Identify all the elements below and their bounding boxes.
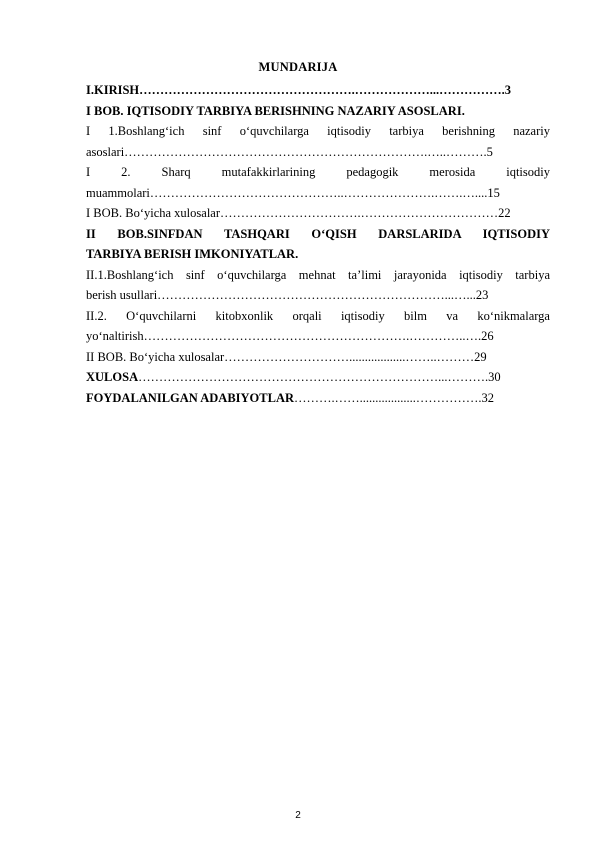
toc-xulosa-dots: ………………………………………………………………...……….30: [138, 370, 501, 384]
toc-xulosa-label: XULOSA: [86, 370, 139, 384]
toc-adabiyot-dots: ……….……..................…………….32: [294, 390, 495, 405]
toc-adabiyot-label: FOYDALANILGAN ADABIYOTLAR: [86, 390, 295, 405]
toc-section-1-2-line1: I 2. Sharq mutafakkirlarining pedagogik merosida iqtisodiy: [86, 165, 550, 179]
toc-title: MUNDARIJA: [258, 60, 338, 74]
toc-section-2-2-line1: II.2. O‘quvchilarni kitobxonlik orqali iqtisodiy bilm va ko‘nikmalarga: [86, 308, 550, 323]
toc-section-1-1-line2: asoslari……………………………………………………………….…..……….5: [86, 144, 493, 159]
toc-chapter-1-title: I BOB. IQTISODIY TARBIYA BERISHNING NAZARIY ASOSLARI.: [86, 103, 465, 118]
toc-entry-adabiyotlar: [86, 388, 550, 409]
toc-chapter-2-title-line2: TARBIYA BERISH IMKONIYATLAR.: [86, 247, 299, 261]
toc-section-1-2-line2: muammolari………………………………………..………………….…….…....15: [86, 185, 500, 200]
toc-chapter-2-title-line1: II BOB.SINFDAN TASHQARI O‘QISH DARSLARIDA IQTISODIY: [86, 226, 550, 241]
table-of-contents: [86, 80, 550, 408]
toc-section-2-1-line1: II.1.Boshlang‘ich sinf o‘quvchilarga mehnat ta’limi jarayonida iqtisodiy tarbiya: [86, 267, 550, 282]
toc-section-1-1-line1: I 1.Boshlang‘ich sinf o‘quvchilarga iqtisodiy tarbiya berishning nazariy: [86, 124, 550, 138]
toc-chapter-1-summary: I BOB. Bo‘yicha xulosalar…………………………….……………………………22: [86, 206, 511, 220]
toc-section-2-1-line2: berish usullari……………………………………………………………...…...23: [86, 288, 489, 302]
toc-chapter-2-summary: II BOB. Bo‘yicha xulosalar…………………………..................……..………29: [86, 349, 487, 364]
toc-section-2-2-line2: yo‘naltirish……………………………………………………….…………..….26: [86, 329, 494, 343]
toc-entry-xulosa: [86, 367, 550, 388]
page-number: 2: [295, 810, 301, 821]
toc-entry-kirish: I.KIRISH…………………………………………….………………...…………….3: [86, 83, 512, 97]
